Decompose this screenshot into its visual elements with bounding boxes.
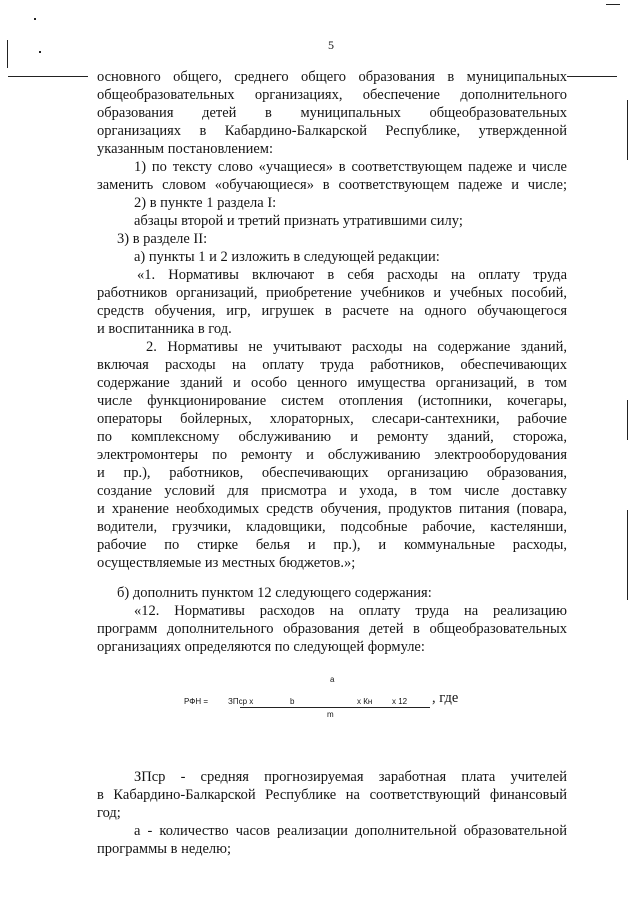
text-line: осуществляемые из местных бюджетов.»; (97, 555, 356, 571)
text-line: абзацы второй и третий признать утратившими силу; (134, 213, 463, 229)
text-line: содержание зданий и особо ценного имущества организаций, в том (97, 375, 567, 391)
formula-gde: , где (432, 690, 459, 706)
text-line: «12. Нормативы расходов на оплату труда на реализацию (134, 603, 567, 619)
text-line: указанным постановлением: (97, 141, 273, 157)
text-line: год; (97, 805, 121, 821)
text-line: основного общего, среднего общего образования в муниципальных (97, 69, 567, 85)
text-line: по комплексному обслуживанию и ремонту зданий, сторожа, (97, 429, 567, 445)
text-line: и пр.), работников, обеспечивающих организацию образования, (97, 465, 567, 481)
text-line: 3) в разделе II: (117, 231, 208, 247)
text-line: 2. Нормативы не учитывают расходы на содержание зданий, (146, 339, 567, 355)
text-line: 1) по тексту слово «учащиеся» в соответствующем падеже и числе (134, 159, 567, 175)
text-line: образования детей в муниципальных общеобразовательных (97, 105, 567, 121)
text-line: электромонтеры по ремонту и обслуживанию электрооборудования (97, 447, 567, 463)
fraction-line (240, 707, 430, 708)
text-line: средств обучения, игр, игрушек в расчете на одного обучающегося (97, 303, 567, 319)
text-line: программы в неделю; (97, 841, 231, 857)
text-line: включая расходы на оплату труда работников, обеспечивающих (97, 357, 567, 373)
formula-denominator-m: m (327, 710, 334, 719)
formula-numerator-a: а (330, 675, 335, 684)
text-line: организациях в Кабардино-Балкарской Республике, утвержденной (97, 123, 567, 139)
text-line: и хранение необходимых средств обучения, продуктов питания (повара, (97, 501, 567, 517)
text-line: операторы бойлерных, хлораторных, слесари-сантехники, рабочие (97, 411, 567, 427)
text-line: работников организаций, приобретение учебников и учебных пособий, (97, 285, 567, 301)
text-line: в Кабардино-Балкарской Республике на соответствующий финансовый (97, 787, 567, 803)
text-line: водители, грузчики, кладовщики, подсобные рабочие, кастелянши, (97, 519, 567, 535)
text-line: и воспитанника в год. (97, 321, 232, 337)
text-line: создание условий для присмотра и ухода, в том числе доставку (97, 483, 567, 499)
formula-b: b (290, 697, 295, 706)
formula-x12: х 12 (392, 697, 408, 706)
text-line: «1. Нормативы включают в себя расходы на оплату труда (137, 267, 567, 283)
formula-kn: х Кн (357, 697, 373, 706)
text-line: б) дополнить пунктом 12 следующего содержания: (117, 585, 432, 601)
text-line: числе функционирование систем отопления (истопники, кочегары, (97, 393, 567, 409)
text-line: рабочие по стирке белья и пр.), и коммунальные расходы, (97, 537, 567, 553)
text-line: 2) в пункте 1 раздела I: (134, 195, 277, 211)
text-line: общеобразовательных организациях, обеспечение дополнительного (97, 87, 567, 103)
page-number: 5 (328, 38, 334, 52)
text-line: а) пункты 1 и 2 изложить в следующей редакции: (134, 249, 440, 265)
formula-zp: ЗПср х (228, 697, 254, 706)
formula-lhs: РФН = (184, 697, 208, 706)
text-line: организациях определяются по следующей формуле: (97, 639, 425, 655)
text-line: заменить словом «обучающиеся» в соответствующем падеже и числе; (97, 177, 567, 193)
text-line: программ дополнительного образования детей в общеобразовательных (97, 621, 567, 637)
text-line: ЗПср - средняя прогнозируемая заработная плата учителей (134, 769, 567, 785)
text-line: а - количество часов реализации дополнительной образовательной (134, 823, 567, 839)
